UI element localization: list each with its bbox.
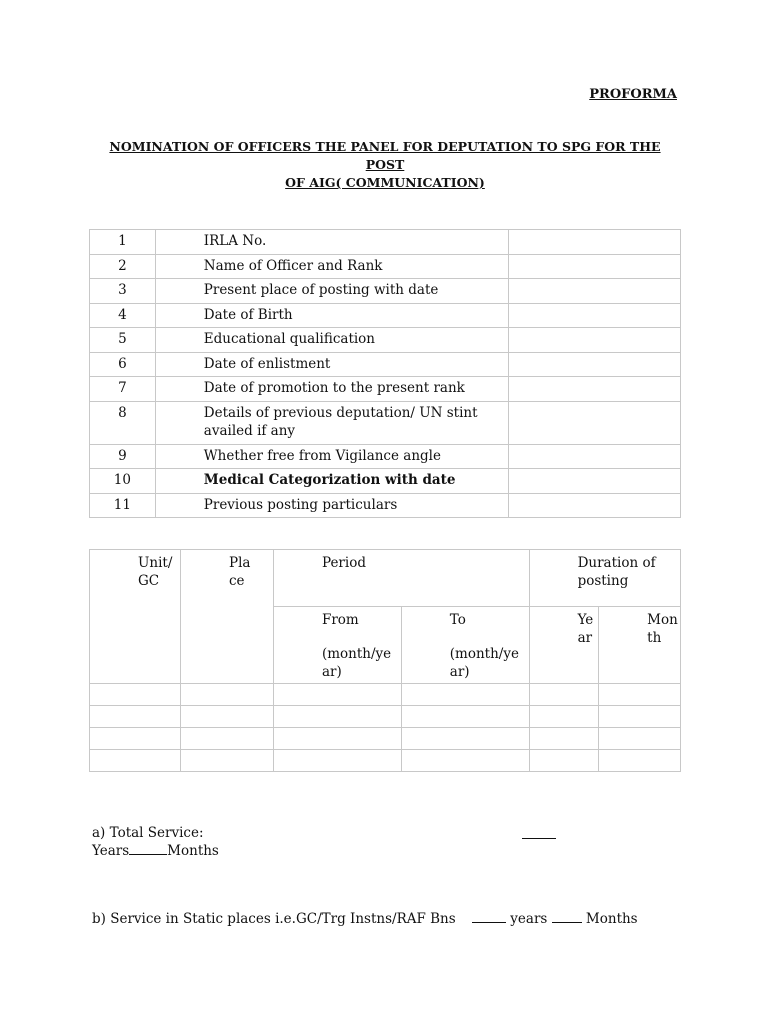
- title-line-2: OF AIG( COMMUNICATION): [285, 175, 485, 190]
- empty-cell[interactable]: [273, 750, 401, 772]
- item-label: Present place of posting with date: [155, 279, 508, 304]
- months-blank[interactable]: [129, 842, 167, 855]
- empty-cell[interactable]: [90, 706, 181, 728]
- particulars-row: [90, 254, 681, 279]
- item-label: Name of Officer and Rank: [155, 254, 508, 279]
- empty-cell[interactable]: [599, 684, 681, 706]
- empty-cell[interactable]: [90, 728, 181, 750]
- particulars-row: [90, 469, 681, 494]
- static-years-label: years: [510, 911, 548, 927]
- item-label: Medical Categorization with date: [155, 469, 508, 494]
- item-label: Date of enlistment: [155, 352, 508, 377]
- item-value-field[interactable]: [508, 401, 680, 444]
- item-number: 9: [90, 444, 156, 469]
- posting-empty-row: [90, 728, 681, 750]
- empty-cell[interactable]: [273, 684, 401, 706]
- particulars-row: [90, 401, 681, 444]
- month-header: Mon th: [599, 607, 681, 684]
- years-blank[interactable]: [522, 826, 556, 843]
- item-value-field[interactable]: [508, 328, 680, 353]
- particulars-row: [90, 377, 681, 402]
- item-value-field[interactable]: [508, 469, 680, 494]
- empty-cell[interactable]: [90, 684, 181, 706]
- particulars-row: [90, 328, 681, 353]
- item-number: 1: [90, 230, 156, 255]
- item-number: 2: [90, 254, 156, 279]
- item-value-field[interactable]: [508, 230, 680, 255]
- empty-cell[interactable]: [180, 684, 273, 706]
- empty-cell[interactable]: [599, 706, 681, 728]
- empty-cell[interactable]: [180, 750, 273, 772]
- months-label: Months: [167, 843, 219, 859]
- year-header: Ye ar: [529, 607, 599, 684]
- empty-cell[interactable]: [401, 728, 529, 750]
- particulars-row: [90, 279, 681, 304]
- empty-cell[interactable]: [90, 750, 181, 772]
- empty-cell[interactable]: [529, 684, 599, 706]
- total-service: [92, 824, 219, 860]
- unit-gc-header: Unit/ GC: [90, 550, 181, 684]
- from-header: From (month/ye ar): [273, 607, 401, 684]
- item-value-field[interactable]: [508, 352, 680, 377]
- period-header: Period: [273, 550, 529, 607]
- item-label: Date of promotion to the present rank: [155, 377, 508, 402]
- posting-table: [89, 549, 681, 772]
- duration-header: Duration of posting: [529, 550, 680, 607]
- particulars-row: [90, 303, 681, 328]
- particulars-row: [90, 493, 681, 518]
- item-number: 6: [90, 352, 156, 377]
- item-value-field[interactable]: [508, 254, 680, 279]
- posting-empty-row: [90, 750, 681, 772]
- posting-empty-row: [90, 706, 681, 728]
- item-label: Date of Birth: [155, 303, 508, 328]
- item-number: 11: [90, 493, 156, 518]
- empty-cell[interactable]: [529, 750, 599, 772]
- empty-cell[interactable]: [401, 750, 529, 772]
- empty-cell[interactable]: [529, 706, 599, 728]
- empty-cell[interactable]: [273, 728, 401, 750]
- item-label: Previous posting particulars: [155, 493, 508, 518]
- item-number: 7: [90, 377, 156, 402]
- total-service-label: a) Total Service:: [92, 825, 204, 841]
- static-years-blank[interactable]: [472, 910, 506, 923]
- document-title: [90, 138, 680, 192]
- empty-cell[interactable]: [401, 706, 529, 728]
- to-header: To (month/ye ar): [401, 607, 529, 684]
- item-number: 8: [90, 401, 156, 444]
- place-header: Pla ce: [180, 550, 273, 684]
- item-label: Whether free from Vigilance angle: [155, 444, 508, 469]
- item-number: 5: [90, 328, 156, 353]
- empty-cell[interactable]: [599, 728, 681, 750]
- item-number: 4: [90, 303, 156, 328]
- total-service-line: [92, 842, 219, 860]
- particulars-row: [90, 352, 681, 377]
- empty-cell[interactable]: [529, 728, 599, 750]
- item-value-field[interactable]: [508, 493, 680, 518]
- item-number: 3: [90, 279, 156, 304]
- particulars-table: [89, 229, 681, 518]
- proforma-heading: PROFORMA: [589, 87, 677, 102]
- empty-cell[interactable]: [599, 750, 681, 772]
- static-service-label: b) Service in Static places i.e.GC/Trg Instns/RAF Bns: [92, 911, 456, 927]
- item-label: Educational qualification: [155, 328, 508, 353]
- item-number: 10: [90, 469, 156, 494]
- static-service: [92, 910, 638, 927]
- item-value-field[interactable]: [508, 279, 680, 304]
- item-label: IRLA No.: [155, 230, 508, 255]
- empty-cell[interactable]: [273, 706, 401, 728]
- item-value-field[interactable]: [508, 377, 680, 402]
- item-label: Details of previous deputation/ UN stint availed if any: [155, 401, 508, 444]
- empty-cell[interactable]: [180, 728, 273, 750]
- title-line-1: NOMINATION OF OFFICERS THE PANEL FOR DEPUTATION TO SPG FOR THE POST: [109, 139, 661, 172]
- item-value-field[interactable]: [508, 303, 680, 328]
- years-label: Years: [92, 843, 130, 859]
- empty-cell[interactable]: [180, 706, 273, 728]
- particulars-row: [90, 230, 681, 255]
- posting-header-row: [90, 550, 681, 607]
- static-months-blank[interactable]: [552, 910, 582, 923]
- particulars-row: [90, 444, 681, 469]
- posting-empty-row: [90, 684, 681, 706]
- item-value-field[interactable]: [508, 444, 680, 469]
- empty-cell[interactable]: [401, 684, 529, 706]
- static-months-label: Months: [585, 911, 638, 927]
